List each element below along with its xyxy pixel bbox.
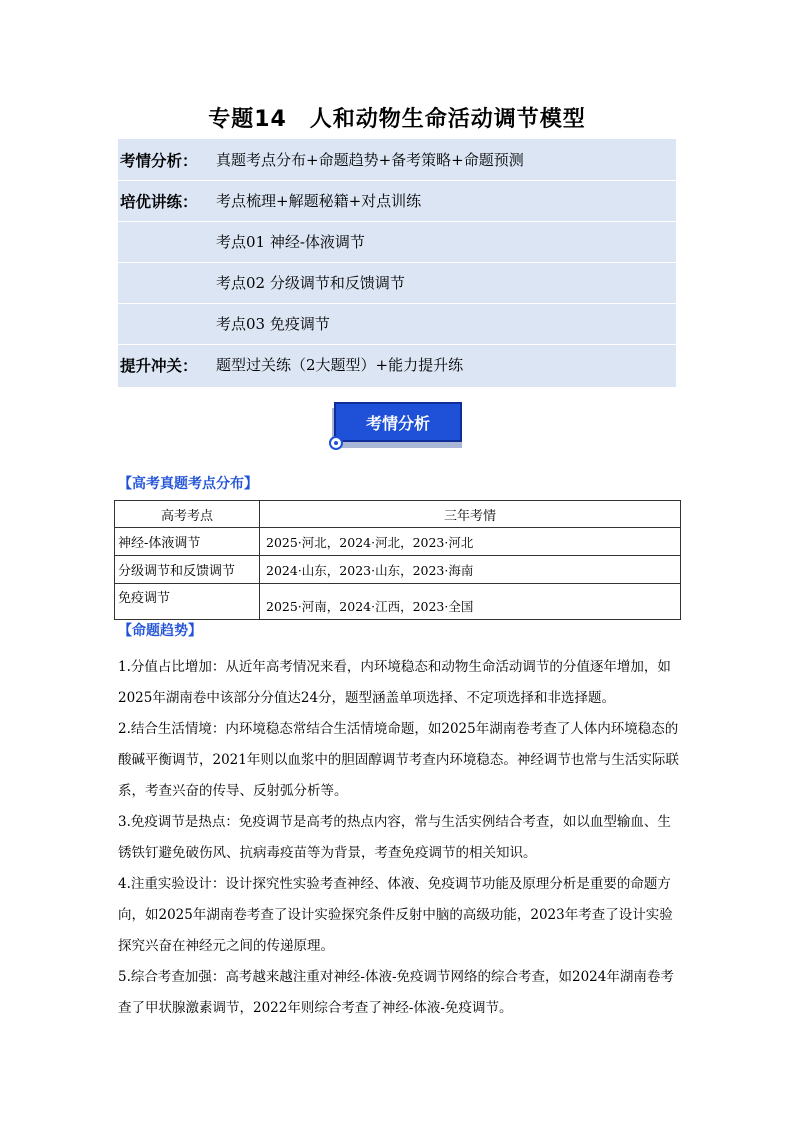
outline-label: 考情分析： — [120, 151, 198, 170]
table-cell: 2024·山东，2023·山东，2023·海南 — [260, 556, 681, 584]
outline-row-improve — [118, 344, 676, 385]
trends-heading: 【命题趋势】 — [118, 623, 202, 639]
outline-label: 培优讲练： — [120, 192, 198, 211]
section-badge — [328, 402, 466, 454]
table-header: 高考考点 — [115, 501, 260, 528]
outline-row-analysis — [118, 139, 676, 181]
list-item: 2.结合生活情境：内环境稳态常结合生活情境命题，如2025年湖南卷考查了人体内环境稳态的酸碱平衡调节，2021年则以血浆中的胆固醇调节考查内环境稳态。神经调节也常与生活实际联系，考查兴奋的传导、反射弧分析等。 — [118, 721, 679, 799]
outline-text: 考点01 神经-体液调节 — [216, 233, 365, 251]
table-cell: 2025·河南，2024·江西，2023·全国 — [260, 584, 681, 620]
outline-row-training — [118, 180, 676, 222]
outline-row-point-01 — [118, 221, 676, 263]
outline-text: 考点梳理+解题秘籍+对点训练 — [216, 192, 422, 210]
list-item: 5.综合考查加强：高考越来越注重对神经-体液-免疫调节网络的综合考查，如2024年湖南卷考查了甲状腺激素调节，2022年则综合考查了神经-体液-免疫调节。 — [118, 969, 674, 1016]
list-item: 4.注重实验设计：设计探究性实验考查神经、体液、免疫调节功能及原理分析是重要的命题方向，如2025年湖南卷考查了设计实验探究条件反射中脑的高级功能，2023年考查了设计实验探究兴奋在神经元之间的传递原理。 — [118, 876, 673, 954]
list-item: 3.免疫调节是热点：免疫调节是高考的热点内容，常与生活实例结合考查，如以血型输血、生锈铁钉避免破伤风、抗病毒疫苗等为背景，考查免疫调节的相关知识。 — [118, 814, 671, 861]
table-cell: 神经-体液调节 — [115, 528, 260, 556]
list-item: 1.分值占比增加：从近年高考情况来看，内环境稳态和动物生命活动调节的分值逐年增加，如2025年湖南卷中该部分分值达24分，题型涵盖单项选择、不定项选择和非选择题。 — [118, 659, 671, 706]
table-row — [115, 528, 681, 556]
trends-list — [118, 652, 683, 1024]
outline-row-point-03 — [118, 303, 676, 345]
table-row — [115, 584, 681, 620]
bullet-dot-icon — [329, 436, 343, 450]
table-cell: 免疫调节 — [115, 584, 260, 620]
table-header-row — [115, 501, 681, 528]
outline-label: 提升冲关： — [120, 356, 198, 375]
table-header: 三年考情 — [260, 501, 681, 528]
table-cell: 分级调节和反馈调节 — [115, 556, 260, 584]
outline-text: 考点03 免疫调节 — [216, 315, 330, 333]
outline-box — [118, 139, 676, 387]
table-cell: 2025·河北，2024·河北，2023·河北 — [260, 528, 681, 556]
outline-text: 考点02 分级调节和反馈调节 — [216, 274, 405, 292]
outline-text: 题型过关练（2大题型）+能力提升练 — [216, 356, 464, 374]
distribution-table — [114, 500, 681, 620]
outline-row-point-02 — [118, 262, 676, 304]
badge-label: 考情分析 — [334, 402, 462, 442]
page-title: 专题14 人和动物生命活动调节模型 — [208, 107, 586, 132]
distribution-heading: 【高考真题考点分布】 — [118, 476, 258, 492]
outline-text: 真题考点分布+命题趋势+备考策略+命题预测 — [216, 151, 524, 169]
table-row — [115, 556, 681, 584]
